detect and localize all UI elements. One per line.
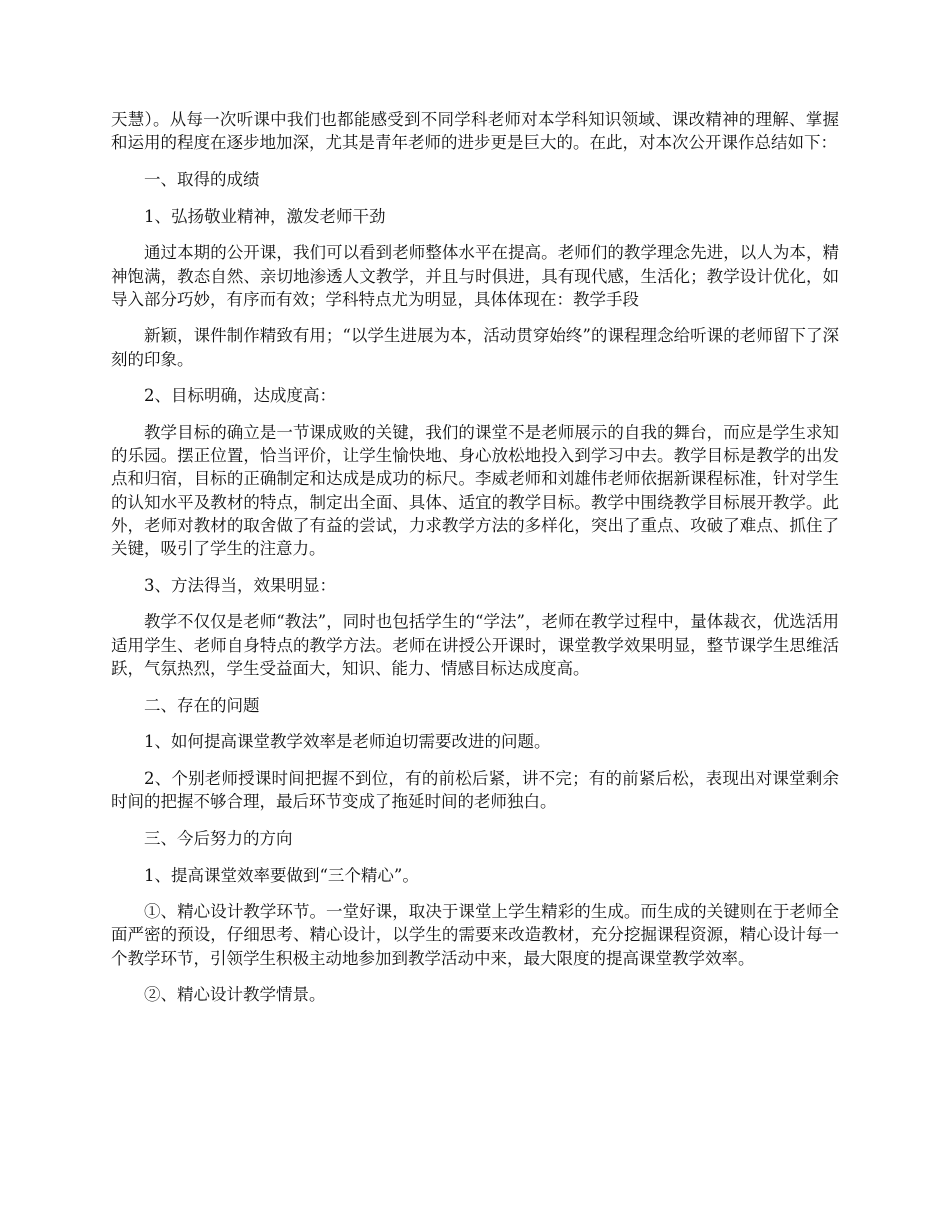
- section-heading-future-direction: 三、今后努力的方向: [144, 828, 293, 848]
- subheading-proper-methods: 3、方法得当，效果明显：: [144, 575, 336, 595]
- body-paragraph-courseware: 新颖，课件制作精致有用；“以学生进展为本，活动贯穿始终”的课程理念给听课的老师留下了深刻的印象。: [111, 326, 839, 369]
- direction-item-1: 1、提高课堂效率要做到“三个精心”。: [144, 865, 419, 885]
- subheading-clear-goals: 2、目标明确，达成度高：: [144, 386, 336, 406]
- body-paragraph-overall-level: 通过本期的公开课，我们可以看到老师整体水平在提高。老师们的教学理念先进，以人为本，精神饱满，教态自然、亲切地渗透人文教学，并且与时俱进，具有现代感，生活化；教学设计优化，如导入部分巧妙，有序而有效；学科特点尤为明显，具体体现在：教学手段: [111, 243, 839, 309]
- problem-item-1: 1、如何提高课堂教学效率是老师迫切需要改进的问题。: [144, 732, 551, 752]
- body-paragraph-teaching-methods: 教学不仅仅是老师“教法”，同时也包括学生的“学法”，老师在教学过程中，量体裁衣，优选活用适用学生、老师自身特点的教学方法。老师在讲授公开课时，课堂教学效果明显，整节课学生思维活跃，气氛热烈，学生受益面大，知识、能力、情感目标达成度高。: [111, 612, 839, 678]
- body-paragraph-teaching-goals: 教学目标的确立是一节课成败的关键，我们的课堂不是老师展示的自我的舞台，而应是学生求知的乐园。摆正位置，恰当评价，让学生愉快地、身心放松地投入到学习中去。教学目标是教学的出发点和归宿，目标的正确制定和达成是成功的标尺。李威老师和刘雄伟老师依据新课程标准，针对学生的认知水平及教材的特点，制定出全面、具体、适宜的教学目标。教学中围绕教学目标展开教学。此外，老师对教材的取舍做了有益的尝试，力求教学方法的多样化，突出了重点、攻破了难点、抓住了关键，吸引了学生的注意力。: [111, 423, 839, 559]
- subheading-dedication: 1、弘扬敬业精神，激发老师干劲: [144, 206, 386, 226]
- direction-subitem-2: ②、精心设计教学情景。: [144, 985, 326, 1005]
- intro-paragraph: 天慧）。从每一次听课中我们也都能感受到不同学科老师对本学科知识领域、课改精神的理解、掌握和运用的程度在逐步地加深，尤其是青年老师的进步更是巨大的。在此，对本次公开课作总结如下：: [111, 110, 839, 153]
- section-heading-achievements: 一、取得的成绩: [144, 169, 260, 189]
- document-page: [111, 108, 839, 1020]
- section-heading-problems: 二、存在的问题: [144, 695, 260, 715]
- problem-item-2: 2、个别老师授课时间把握不到位，有的前松后紧，讲不完；有的前紧后松，表现出对课堂剩余时间的把握不够合理，最后环节变成了拖延时间的老师独白。: [111, 768, 839, 812]
- direction-subitem-1: ①、精心设计教学环节。一堂好课，取决于课堂上学生精彩的生成。而生成的关键则在于老师全面严密的预设，仔细思考、精心设计，以学生的需要来改造教材，充分挖掘课程资源，精心设计每一个教学环节，引领学生积极主动地参加到教学活动中来，最大限度的提高课堂教学效率。: [111, 902, 839, 968]
